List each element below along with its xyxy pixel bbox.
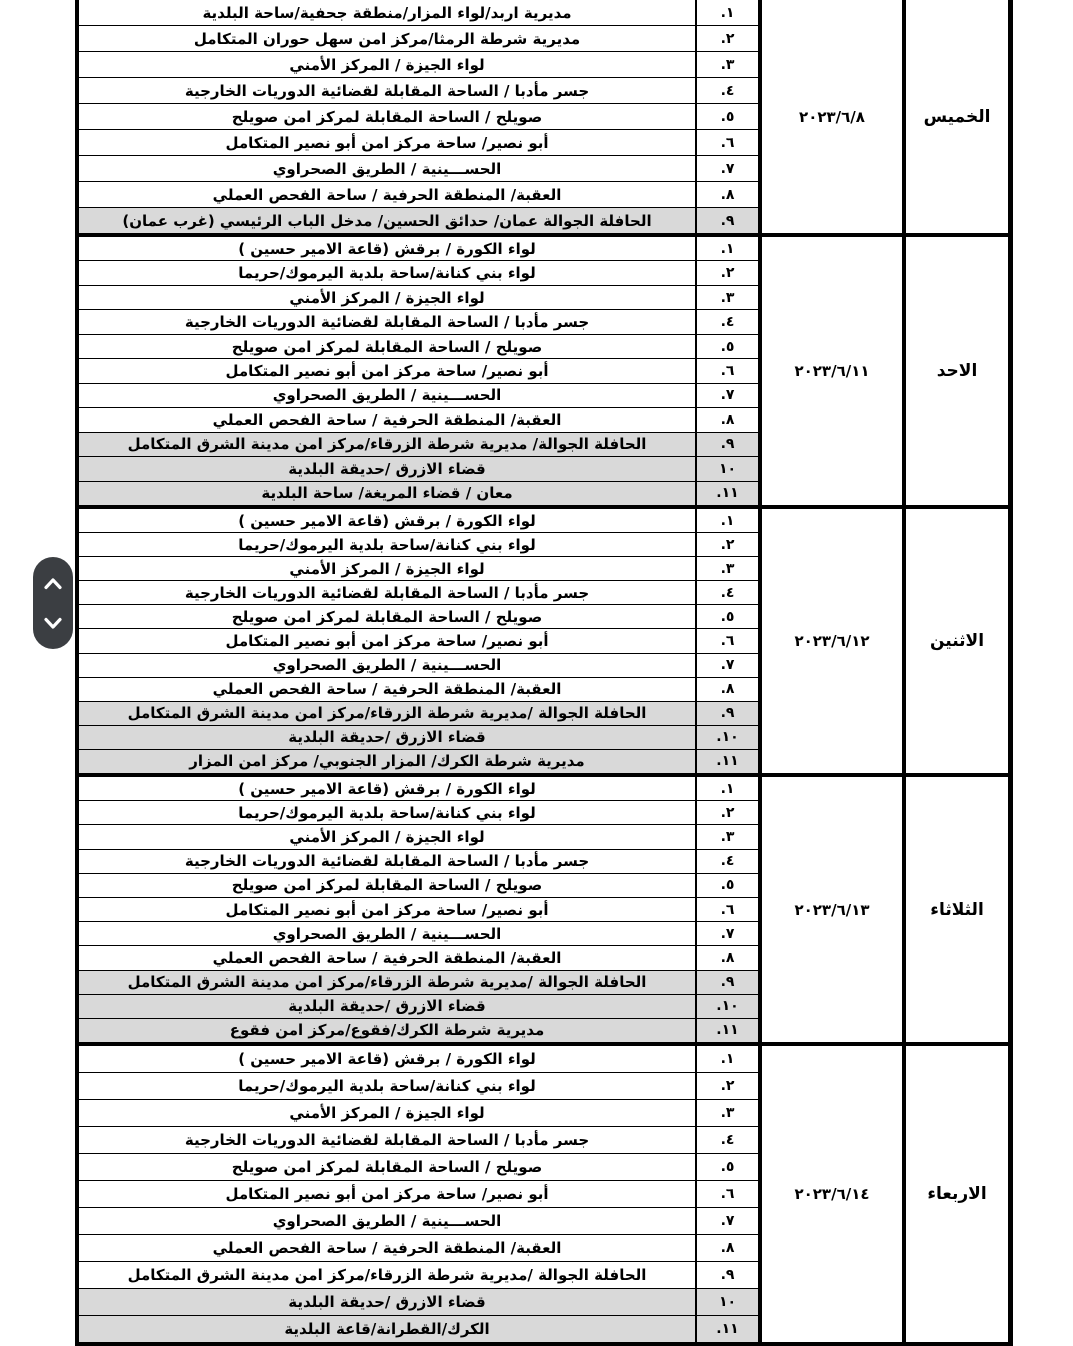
rows-column	[79, 777, 758, 1042]
table-row	[79, 850, 758, 874]
table-row	[79, 777, 758, 801]
day-name-cell: الثلاثاء	[902, 777, 1008, 1042]
table-row	[79, 1289, 758, 1316]
row-number-cell: .٣	[695, 52, 758, 77]
table-row	[79, 726, 758, 750]
row-number-cell: .١	[695, 509, 758, 532]
row-number-cell: .٥	[695, 1154, 758, 1180]
row-number-cell: .٢	[695, 801, 758, 824]
location-cell: قضاء الازرق /حديقة البلدية	[288, 1293, 486, 1311]
schedule-table	[75, 0, 1013, 1346]
table-row	[79, 0, 758, 26]
location-cell: الحافلة الجوالة /مديرية شرطة الزرقاء/مركز امن مدينة الشرق المتكامل	[127, 1266, 647, 1284]
location-cell: الحســـينية / الطريق الصحراوي	[272, 656, 502, 675]
location-cell: لواء بني كنانة/ساحة بلدية اليرموك/حريما	[238, 535, 536, 554]
location-cell: الحســـينية / الطريق الصحراوي	[272, 159, 502, 178]
row-number-cell: .١٠	[695, 995, 758, 1018]
table-row	[79, 130, 758, 156]
table-row	[79, 1262, 758, 1289]
table-row	[79, 1316, 758, 1342]
table-row	[79, 557, 758, 581]
schedule-day-section	[79, 0, 1008, 237]
location-cell: الحســـينية / الطريق الصحراوي	[272, 924, 502, 943]
row-number-cell: .٥	[695, 874, 758, 897]
table-row	[79, 286, 758, 310]
date-cell: ٢٠٢٣/٦/٨	[758, 0, 902, 233]
location-cell: أبو نصير/ ساحة مركز امن أبو نصير المتكامل	[225, 133, 549, 152]
table-row	[79, 182, 758, 208]
table-row	[79, 384, 758, 408]
row-number-cell: .٨	[695, 1235, 758, 1261]
location-cell: العقبة/ المنطقة الحرفية / ساحة الفحص العملي	[212, 948, 562, 967]
location-cell: الحافلة الجوالة/ مديرية شرطة الزرقاء/مركز امن مدينة الشرق المتكامل	[127, 435, 647, 454]
row-number-cell: .٨	[695, 408, 758, 431]
location-cell: قضاء الازرق /حديقة البلدية	[288, 459, 486, 478]
table-row	[79, 1235, 758, 1262]
row-number-cell: .٤	[695, 581, 758, 604]
row-number-cell: .٣	[695, 286, 758, 309]
table-row	[79, 678, 758, 702]
location-cell: مديرية شرطة الرمثا/مركز امن سهل حوران المتكامل	[193, 29, 581, 48]
location-cell: لواء الكورة / برقش (قاعة الامير حسين )	[238, 779, 536, 798]
location-cell: لواء الجيزة / المركز الأمني	[289, 559, 485, 578]
table-row	[79, 825, 758, 849]
row-number-cell: .٣	[695, 825, 758, 848]
table-row	[79, 26, 758, 52]
row-number-cell: .٩	[695, 1262, 758, 1288]
rows-column	[79, 509, 758, 773]
row-number-cell: .٧	[695, 922, 758, 945]
location-cell: الحافلة الجوالة /مديرية شرطة الزرقاء/مركز امن مدينة الشرق المتكامل	[127, 973, 647, 992]
table-row	[79, 310, 758, 334]
location-cell: الكرك/القطرانة/قاعة البلدية	[284, 1320, 490, 1338]
row-number-cell: .٤	[695, 78, 758, 103]
rows-column	[79, 237, 758, 505]
row-number-cell: .٢	[695, 261, 758, 284]
location-cell: صويلح / الساحة المقابلة لمركز امن صويلح	[231, 876, 543, 895]
table-row	[79, 995, 758, 1019]
row-number-cell: .٣	[695, 1100, 758, 1126]
location-cell: قضاء الازرق /حديقة البلدية	[288, 728, 486, 747]
day-name-cell: الاحد	[902, 237, 1008, 505]
table-row	[79, 533, 758, 557]
row-number-cell: .٥	[695, 605, 758, 628]
day-name-cell: الاربعاء	[902, 1046, 1008, 1342]
row-number-cell: .٧	[695, 384, 758, 407]
rows-column	[79, 1046, 758, 1342]
row-number-cell: ١٠	[695, 1289, 758, 1315]
location-cell: أبو نصير/ ساحة مركز امن أبو نصير المتكامل	[225, 632, 549, 651]
table-row	[79, 801, 758, 825]
location-cell: قضاء الازرق /حديقة البلدية	[288, 997, 486, 1016]
schedule-day-section	[79, 509, 1008, 777]
location-cell: لواء الجيزة / المركز الأمني	[289, 827, 485, 846]
table-row	[79, 874, 758, 898]
day-name-cell: الخميس	[902, 0, 1008, 233]
location-cell: صويلح / الساحة المقابلة لمركز امن صويلح	[231, 107, 543, 126]
table-row	[79, 1100, 758, 1127]
scroll-down-button[interactable]	[39, 609, 67, 637]
row-number-cell: .٦	[695, 359, 758, 382]
location-cell: صويلح / الساحة المقابلة لمركز امن صويلح	[231, 607, 543, 626]
table-row	[79, 946, 758, 970]
table-row	[79, 1154, 758, 1181]
row-number-cell: .٤	[695, 310, 758, 333]
row-number-cell: .٨	[695, 182, 758, 207]
table-row	[79, 104, 758, 130]
location-cell: صويلح / الساحة المقابلة لمركز امن صويلح	[231, 1158, 543, 1176]
row-number-cell: .٦	[695, 1181, 758, 1207]
row-number-cell: .١	[695, 777, 758, 800]
table-row	[79, 654, 758, 678]
row-number-cell: .٢	[695, 26, 758, 51]
table-row	[79, 1208, 758, 1235]
row-number-cell: .٩	[695, 433, 758, 456]
location-cell: جسر مأدبا / الساحة المقابلة لقضائية الدوريات الخارجية	[184, 313, 590, 332]
date-cell: ٢٠٢٣/٦/١٣	[758, 777, 902, 1042]
location-cell: لواء الجيزة / المركز الأمني	[289, 55, 485, 74]
row-number-cell: .٨	[695, 678, 758, 701]
table-row	[79, 433, 758, 457]
row-number-cell: .٦	[695, 898, 758, 921]
row-number-cell: .٣	[695, 557, 758, 580]
row-number-cell: .١	[695, 237, 758, 260]
location-cell: لواء الكورة / برقش (قاعة الامير حسين )	[238, 1050, 536, 1068]
location-cell: أبو نصير/ ساحة مركز امن أبو نصير المتكامل	[225, 361, 549, 380]
row-number-cell: .٩	[695, 208, 758, 233]
location-cell: لواء الجيزة / المركز الأمني	[289, 288, 485, 307]
row-number-cell: .١	[695, 1046, 758, 1072]
location-cell: صويلح / الساحة المقابلة لمركز امن صويلح	[231, 337, 543, 356]
location-cell: أبو نصير/ ساحة مركز امن أبو نصير المتكامل	[225, 900, 549, 919]
location-cell: الحســـينية / الطريق الصحراوي	[272, 1212, 502, 1230]
table-row	[79, 509, 758, 533]
table-row	[79, 359, 758, 383]
row-number-cell: .١	[695, 0, 758, 25]
table-row	[79, 1127, 758, 1154]
location-cell: الحافلة الجوالة /مديرية شرطة الزرقاء/مركز امن مدينة الشرق المتكامل	[127, 704, 647, 723]
row-number-cell: .١١	[695, 750, 758, 773]
row-number-cell: .١١	[695, 1019, 758, 1042]
location-cell: الحســـينية / الطريق الصحراوي	[272, 386, 502, 405]
schedule-day-section	[79, 1046, 1008, 1346]
chevron-down-icon	[43, 617, 63, 630]
location-cell: جسر مأدبا / الساحة المقابلة لقضائية الدوريات الخارجية	[184, 1131, 590, 1149]
table-row	[79, 208, 758, 233]
location-cell: جسر مأدبا / الساحة المقابلة لقضائية الدوريات الخارجية	[184, 81, 590, 100]
row-number-cell: .٤	[695, 850, 758, 873]
location-cell: العقبة/ المنطقة الحرفية / ساحة الفحص العملي	[212, 1239, 562, 1257]
row-number-cell: .٨	[695, 946, 758, 969]
table-row	[79, 261, 758, 285]
chevron-up-icon	[43, 577, 63, 590]
table-row	[79, 52, 758, 78]
location-cell: مديرية اربد/لواء المزار/منطقة جحفية/ساحة البلدية	[202, 3, 572, 22]
date-cell: ٢٠٢٣/٦/١١	[758, 237, 902, 505]
table-row	[79, 482, 758, 505]
table-row	[79, 971, 758, 995]
row-number-cell: .٧	[695, 156, 758, 181]
location-cell: جسر مأدبا / الساحة المقابلة لقضائية الدوريات الخارجية	[184, 583, 590, 602]
row-number-cell: .٦	[695, 629, 758, 652]
scroll-up-button[interactable]	[39, 569, 67, 597]
table-row	[79, 605, 758, 629]
location-cell: لواء الكورة / برقش (قاعة الامير حسين )	[238, 511, 536, 530]
location-cell: مديرية شرطة الكرك/فقوع/مركز امن فقوع	[229, 1021, 545, 1040]
table-row	[79, 408, 758, 432]
rows-column	[79, 0, 758, 233]
location-cell: لواء بني كنانة/ساحة بلدية اليرموك/حريما	[238, 1077, 536, 1095]
table-row	[79, 1181, 758, 1208]
schedule-day-section	[79, 237, 1008, 509]
table-row	[79, 78, 758, 104]
row-number-cell: .٩	[695, 702, 758, 725]
table-row	[79, 581, 758, 605]
location-cell: العقبة/ المنطقة الحرفية / ساحة الفحص العملي	[212, 410, 562, 429]
row-number-cell: .١١	[695, 1316, 758, 1342]
date-cell: ٢٠٢٣/٦/١٤	[758, 1046, 902, 1342]
scroll-widget	[33, 557, 73, 649]
row-number-cell: .١١	[695, 482, 758, 505]
row-number-cell: .٦	[695, 130, 758, 155]
table-row	[79, 156, 758, 182]
location-cell: مديرية شرطة الكرك/ المزار الجنوبي/ مركز امن المزار	[189, 752, 585, 771]
schedule-day-section	[79, 777, 1008, 1046]
day-name-cell: الاثنين	[902, 509, 1008, 773]
date-cell: ٢٠٢٣/٦/١٢	[758, 509, 902, 773]
location-cell: العقبة/ المنطقة الحرفية / ساحة الفحص العملي	[212, 680, 562, 699]
row-number-cell: .٥	[695, 104, 758, 129]
table-row	[79, 898, 758, 922]
table-row	[79, 629, 758, 653]
row-number-cell: .١٠	[695, 726, 758, 749]
location-cell: لواء الجيزة / المركز الأمني	[289, 1104, 485, 1122]
location-cell: العقبة/ المنطقة الحرفية / ساحة الفحص العملي	[212, 185, 562, 204]
table-row	[79, 922, 758, 946]
row-number-cell: .٥	[695, 335, 758, 358]
location-cell: معان / قضاء المريغة/ ساحة البلدية	[261, 484, 513, 503]
row-number-cell: .٤	[695, 1127, 758, 1153]
table-row	[79, 237, 758, 261]
row-number-cell: .٢	[695, 1073, 758, 1099]
row-number-cell: ١٠	[695, 457, 758, 480]
location-cell: لواء بني كنانة/ساحة بلدية اليرموك/حريما	[238, 803, 536, 822]
row-number-cell: .٩	[695, 971, 758, 994]
table-row	[79, 1046, 758, 1073]
location-cell: لواء الكورة / برقش (قاعة الامير حسين )	[238, 239, 536, 258]
table-row	[79, 750, 758, 773]
row-number-cell: .٧	[695, 1208, 758, 1234]
table-row	[79, 335, 758, 359]
row-number-cell: .٧	[695, 654, 758, 677]
row-number-cell: .٢	[695, 533, 758, 556]
location-cell: الحافلة الجوالة عمان/ حدائق الحسين/ مدخل الباب الرئيسي (غرب عمان)	[122, 211, 652, 230]
location-cell: لواء بني كنانة/ساحة بلدية اليرموك/حريما	[238, 264, 536, 283]
table-row	[79, 1019, 758, 1042]
table-row	[79, 702, 758, 726]
table-row	[79, 457, 758, 481]
location-cell: جسر مأدبا / الساحة المقابلة لقضائية الدوريات الخارجية	[184, 852, 590, 871]
location-cell: أبو نصير/ ساحة مركز امن أبو نصير المتكامل	[225, 1185, 549, 1203]
table-row	[79, 1073, 758, 1100]
